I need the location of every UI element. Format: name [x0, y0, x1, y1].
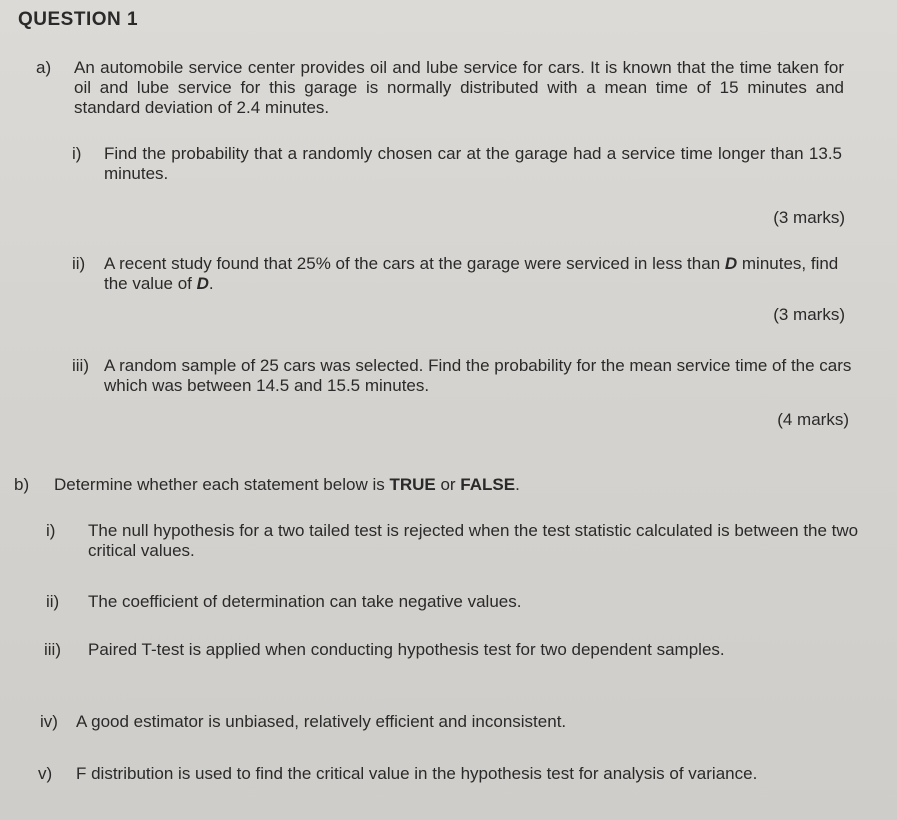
- part-b-i-label: i): [46, 521, 56, 540]
- part-b-iii-text: Paired T-test is applied when conducting hypothesis test for two dependent samples.: [88, 640, 725, 659]
- variable-d: D: [724, 254, 738, 273]
- question-title: QUESTION 1: [18, 9, 139, 30]
- part-a-ii-label: ii): [72, 254, 86, 273]
- part-b-v-label: v): [38, 764, 53, 783]
- part-b-ii-text: The coefficient of determination can take negative values.: [88, 592, 522, 611]
- part-a-iii-label: iii): [72, 356, 89, 375]
- part-a-iii-text: A random sample of 25 cars was selected. Find the probability for the mean service time of the cars which was between 14.5 and 15.5 minutes.: [104, 356, 852, 395]
- part-b-iv-text: A good estimator is unbiased, relatively efficient and inconsistent.: [76, 712, 567, 731]
- part-a-label: a): [36, 58, 52, 77]
- variable-d: D: [196, 274, 209, 293]
- part-b-stem: Determine whether each statement below is TRUE or FALSE.: [54, 475, 520, 494]
- part-b-ii-label: ii): [46, 592, 60, 611]
- part-b-v-text: F distribution is used to find the critical value in the hypothesis test for analysis of variance.: [76, 764, 758, 783]
- part-a-i-marks: (3 marks): [773, 208, 845, 227]
- part-a-iii-marks: (4 marks): [777, 410, 849, 429]
- part-a-stem: An automobile service center provides oil and lube service for cars. It is known that the time taken for oil and lube service for this garage is normally distributed with a mean time of 15 minutes and standard deviation of 2.4 minutes.: [74, 58, 844, 117]
- part-a-ii-marks: (3 marks): [773, 305, 845, 324]
- part-a-i-text: Find the probability that a randomly chosen car at the garage had a service time longer than 13.5 minutes.: [104, 144, 842, 183]
- part-b-i-text: The null hypothesis for a two tailed test is rejected when the test statistic calculated is between the two critical values.: [88, 521, 859, 560]
- part-b-label: b): [14, 475, 30, 494]
- part-b-iii-label: iii): [44, 640, 61, 659]
- part-a-ii-text: A recent study found that 25% of the cars at the garage were serviced in less than D minutes, find the value of D.: [104, 254, 839, 293]
- part-a-i-label: i): [72, 144, 82, 163]
- part-b-iv-label: iv): [40, 712, 58, 731]
